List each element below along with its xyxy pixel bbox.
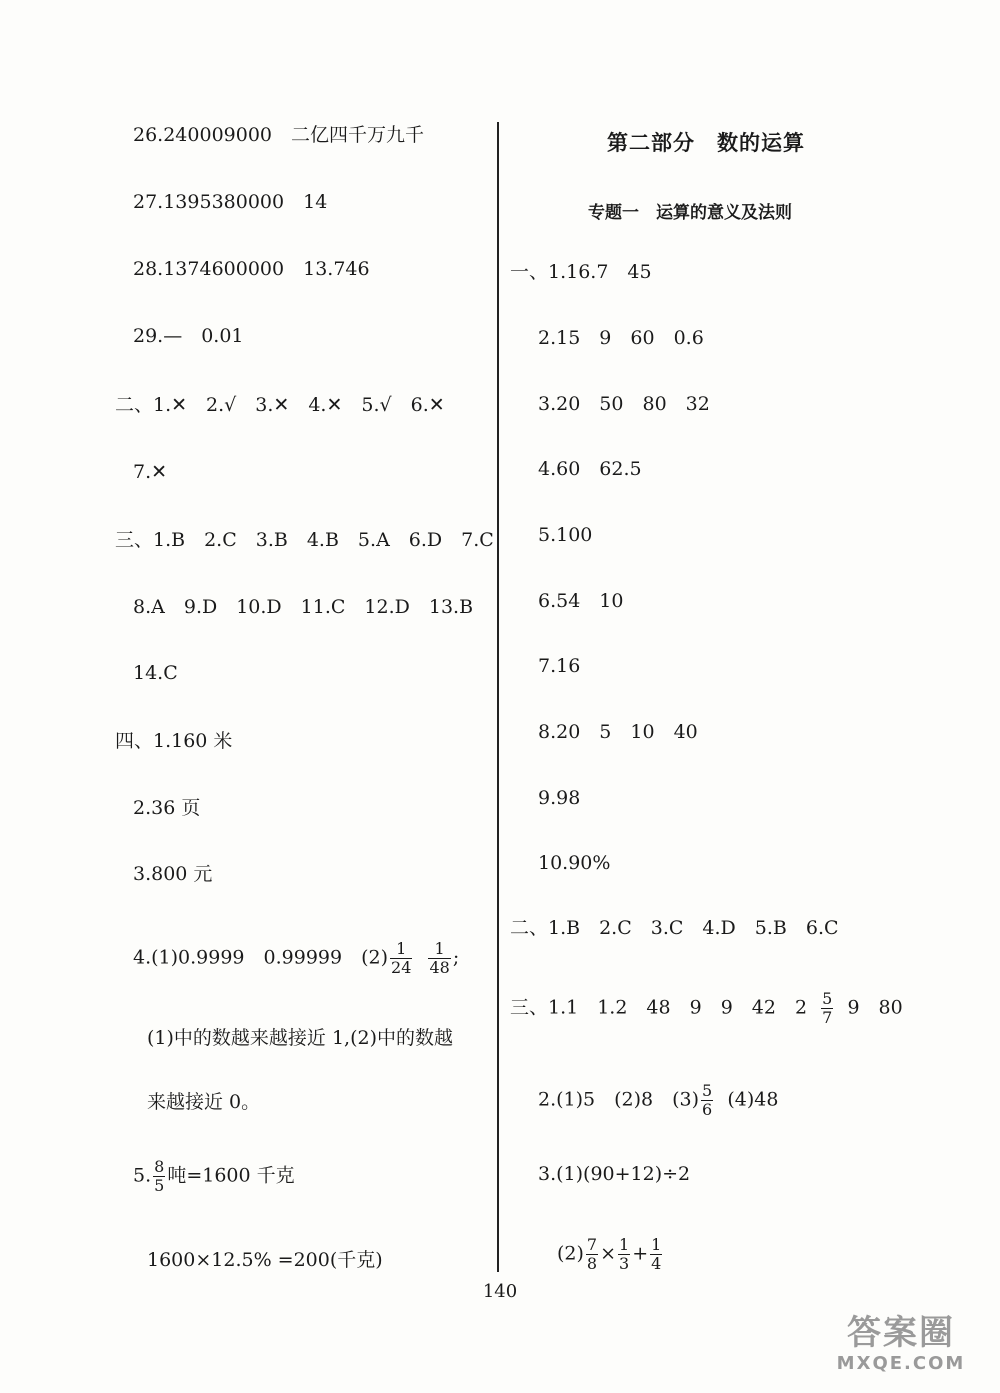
fraction-denominator: 3	[619, 1254, 630, 1273]
fraction-7-8	[586, 1236, 598, 1273]
fraction-denominator: 5	[154, 1176, 165, 1195]
fraction-1-4	[650, 1236, 662, 1273]
fraction-denominator: 6	[702, 1100, 713, 1119]
fraction-denominator: 4	[651, 1254, 662, 1273]
answer-27: 27.1395380000 14	[133, 191, 328, 213]
answer-2: 二、1.B 2.C 3.C 4.D 5.B 6.C	[510, 917, 839, 939]
fraction-8-5	[153, 1158, 165, 1195]
answer-3-2-suffix: (4)48	[727, 1088, 779, 1111]
section-4-line-3: 3.800 元	[133, 863, 213, 885]
answer-29: 29.— 0.01	[133, 325, 244, 347]
answer-3-1-prefix: 三、1.1 1.2 48 9 9 42 2	[510, 996, 808, 1019]
fraction-denominator: 7	[822, 1008, 833, 1027]
answer-1-6: 6.54 10	[538, 590, 624, 612]
section-4-line-1: 四、1.160 米	[115, 730, 233, 752]
fraction-1-24	[390, 940, 412, 977]
answer-3-2-prefix: 2.(1)5 (2)8 (3)	[538, 1088, 700, 1111]
line-5-prefix: 5.	[133, 1164, 152, 1187]
fraction-1-3	[618, 1236, 630, 1273]
section-4-line-6: 1600×12.5% =200(千克)	[147, 1249, 383, 1271]
section-2-line-2: 7.✕	[133, 461, 168, 483]
answer-1-8: 8.20 5 10 40	[538, 721, 698, 743]
fraction-numerator: 1	[619, 1235, 630, 1254]
fraction-denominator: 8	[586, 1254, 598, 1273]
page-number: 140	[482, 1281, 518, 1302]
answer-1-2: 2.15 9 60 0.6	[538, 327, 704, 349]
section-4-line-5	[133, 1158, 295, 1195]
section-4-note-1: (1)中的数越来越接近 1,(2)中的数越	[147, 1027, 453, 1049]
section-4-note-2: 来越接近 0。	[147, 1091, 261, 1113]
fraction-denominator: 24	[391, 958, 412, 977]
answer-3-4-prefix: (2)	[557, 1242, 584, 1265]
answer-1-10: 10.90%	[538, 852, 611, 874]
watermark-logo	[816, 1313, 986, 1383]
answer-1-3: 3.20 50 80 32	[538, 393, 710, 415]
section-3-line-1: 三、1.B 2.C 3.B 4.B 5.A 6.D 7.C	[115, 529, 494, 551]
column-divider	[497, 122, 499, 1272]
line-5-suffix: 吨=1600 千克	[167, 1164, 295, 1187]
answer-1-4: 4.60 62.5	[538, 458, 642, 480]
answer-26: 26.240009000 二亿四千万九千	[133, 124, 425, 146]
fraction-numerator: 1	[428, 940, 450, 959]
section-2-line-1: 二、1.✕ 2.√ 3.✕ 4.✕ 5.√ 6.✕	[115, 394, 445, 416]
answer-3-3: 3.(1)(90+12)÷2	[538, 1163, 691, 1185]
fraction-numerator: 7	[586, 1235, 598, 1254]
fraction-5-7	[821, 990, 833, 1027]
answer-28: 28.1374600000 13.746	[133, 258, 370, 280]
answer-1-1: 一、1.16.7 45	[510, 261, 652, 283]
line-4-prefix: 4.(1)0.9999 0.99999 (2)	[133, 946, 389, 969]
fraction-numerator: 1	[651, 1235, 662, 1254]
fraction-numerator: 1	[390, 940, 412, 959]
fraction-denominator: 48	[429, 958, 450, 977]
fraction-numerator: 5	[702, 1081, 713, 1100]
section-4-line-2: 2.36 页	[133, 797, 201, 819]
section-3-line-2: 8.A 9.D 10.D 11.C 12.D 13.B	[133, 596, 474, 618]
section-3-line-3: 14.C	[133, 662, 178, 684]
fraction-5-6	[701, 1082, 713, 1119]
answer-3-4	[557, 1236, 664, 1273]
part-title: 第二部分 数的运算	[607, 131, 805, 155]
topic-title: 专题一 运算的意义及法则	[588, 203, 792, 223]
answer-3-1	[510, 990, 903, 1027]
answer-3-2	[538, 1082, 778, 1119]
watermark-url: MXQE.COM	[836, 1353, 966, 1374]
answer-1-5: 5.100	[538, 524, 593, 546]
fraction-numerator: 8	[154, 1157, 165, 1176]
times-sign: ×	[600, 1242, 617, 1265]
answer-1-7: 7.16	[538, 655, 581, 677]
answer-3-1-suffix: 9 80	[847, 996, 903, 1019]
fraction-1-48	[428, 940, 450, 977]
watermark-title: 答案圈	[847, 1313, 955, 1353]
plus-sign: +	[632, 1242, 649, 1265]
section-4-line-4	[133, 940, 459, 977]
answer-1-9: 9.98	[538, 787, 581, 809]
line-4-suffix: ;	[452, 946, 460, 969]
fraction-numerator: 5	[822, 989, 833, 1008]
